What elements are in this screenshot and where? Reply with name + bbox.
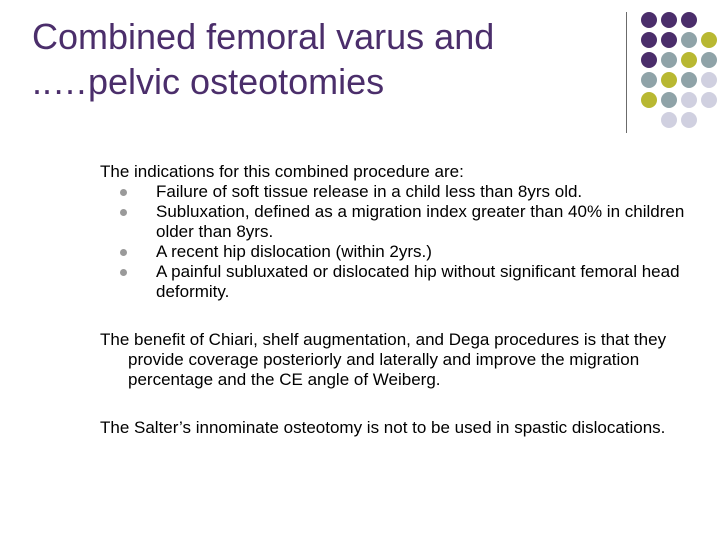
decor-dot	[681, 52, 697, 68]
decor-dot	[661, 12, 677, 28]
slide-body	[100, 162, 700, 438]
decor-dot	[681, 72, 697, 88]
title-divider	[626, 12, 627, 133]
decor-dot	[701, 92, 717, 108]
decor-dot	[681, 112, 697, 128]
salter-paragraph: The Salter’s innominate osteotomy is not to be used in spastic dislocations.	[100, 418, 666, 437]
indication-item	[100, 262, 700, 302]
decor-dot	[661, 72, 677, 88]
indication-text: A painful subluxated or dislocated hip without significant femoral head deformity.	[156, 262, 680, 301]
indication-item	[100, 242, 700, 262]
decor-dot	[661, 92, 677, 108]
slide-title	[32, 14, 592, 104]
title-line-2: ..…pelvic osteotomies	[32, 61, 385, 102]
title-line-1: Combined femoral varus and	[32, 16, 495, 57]
decor-dot	[681, 92, 697, 108]
bullet-dot-icon	[120, 249, 127, 256]
indication-item	[100, 182, 700, 202]
bullet-dot-icon	[120, 269, 127, 276]
decor-dot	[681, 12, 697, 28]
decor-dot	[661, 112, 677, 128]
decor-dot	[661, 32, 677, 48]
spacer	[100, 302, 700, 330]
bullet-dot-icon	[120, 189, 127, 196]
decor-dot	[701, 72, 717, 88]
decor-dot	[681, 32, 697, 48]
decor-dot	[661, 52, 677, 68]
indication-text: Subluxation, defined as a migration index greater than 40% in children older than 8yrs.	[156, 202, 685, 241]
benefit-paragraph: The benefit of Chiari, shelf augmentation, and Dega procedures is that they provide coverage posteriorly and laterally and improve the migration percentage and the CE angle of Weiberg.	[100, 330, 667, 389]
decor-dot	[641, 92, 657, 108]
indication-item	[100, 202, 700, 242]
spacer	[100, 390, 700, 418]
decor-dot	[701, 32, 717, 48]
indication-text: A recent hip dislocation (within 2yrs.)	[156, 242, 432, 261]
intro-text: The indications for this combined procedure are:	[100, 162, 464, 181]
decor-dot	[641, 12, 657, 28]
decor-dot	[641, 72, 657, 88]
bullet-dot-icon	[120, 209, 127, 216]
decor-dot	[641, 52, 657, 68]
indications-list	[100, 182, 700, 302]
indication-text: Failure of soft tissue release in a child less than 8yrs old.	[156, 182, 583, 201]
decor-dot	[701, 52, 717, 68]
decor-dot	[641, 32, 657, 48]
